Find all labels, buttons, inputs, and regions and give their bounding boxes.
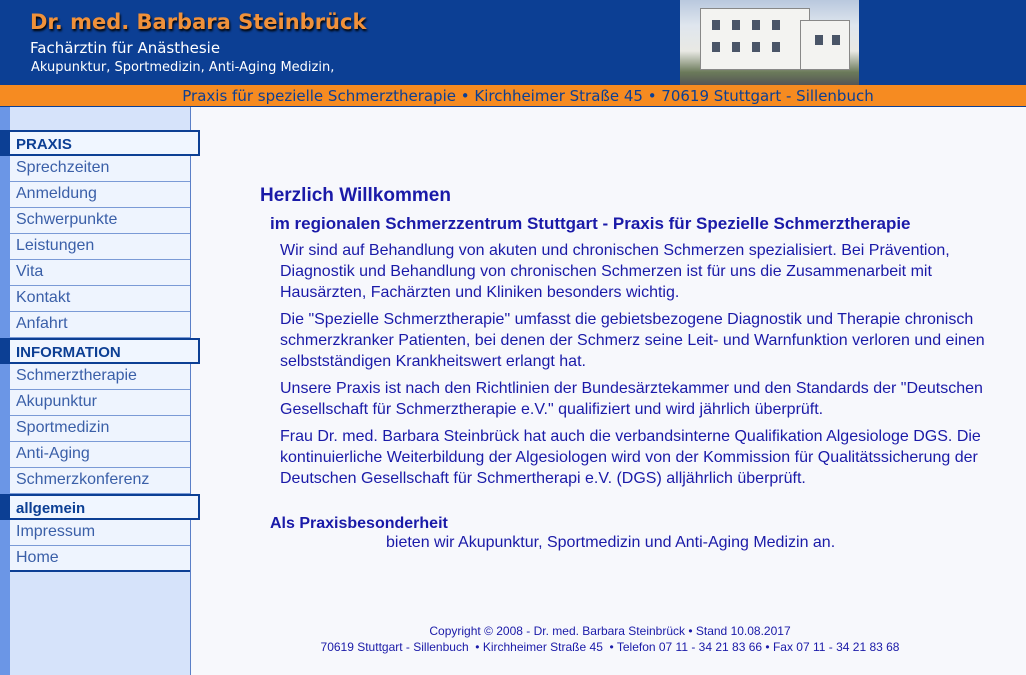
nav-item-leistungen[interactable]: Leistungen (10, 234, 190, 260)
nav-item-anmeldung[interactable]: Anmeldung (10, 182, 190, 208)
nav-item-impressum[interactable]: Impressum (10, 520, 190, 546)
address-bar: Praxis für spezielle Schmerztherapie • Kirchheimer Straße 45 • 70619 Stuttgart - Sillenbuch (0, 85, 1026, 107)
intro-paragraph: Frau Dr. med. Barbara Steinbrück hat auch die verbandsinterne Qualifikation Algesiologe DGS. Die kontinuierliche Weiterbildung der Algesiologen wird von der Kommission für Qualitätssicherung der Deutschen Gesellschaft für Schmertherapi e.V. (DGS) alljährlich überprüft. (280, 428, 981, 487)
footer-copyright: Copyright © 2008 - Dr. med. Barbara Steinbrück • Stand 10.08.2017 (429, 624, 791, 638)
nav-item-akupunktur[interactable]: Akupunktur (10, 390, 190, 416)
nav-item-sportmedizin[interactable]: Sportmedizin (10, 416, 190, 442)
main-content (260, 185, 1000, 552)
nav-item-kontakt[interactable]: Kontakt (10, 286, 190, 312)
intro-paragraph: Wir sind auf Behandlung von akuten und chronischen Schmerzen spezialisiert. Bei Prävention, Diagnostik und Behandlung von chronischen Schmerzen ist für uns die Zusammenarbeit mit Hausärzten, Fachärzten und Kliniken besonders wichtig. (280, 242, 950, 301)
sidebar-stripe (0, 107, 10, 675)
nav-item-home[interactable]: Home (10, 546, 190, 572)
special-text: bieten wir Akupunktur, Sportmedizin und Anti-Aging Medizin an. (386, 534, 836, 551)
nav-item-schwerpunkte[interactable]: Schwerpunkte (10, 208, 190, 234)
nav-item-anfahrt[interactable]: Anfahrt (10, 312, 190, 338)
nav-item-schmerzkonferenz[interactable]: Schmerzkonferenz (10, 468, 190, 494)
main-nav (10, 130, 200, 572)
page-subtitle: im regionalen Schmerzzentrum Stuttgart - Praxis für Spezielle Schmerztherapie (270, 214, 911, 233)
nav-heading-allgemein: allgemein (10, 494, 200, 520)
nav-item-anti-aging[interactable]: Anti-Aging (10, 442, 190, 468)
intro-paragraph: Die "Spezielle Schmerztherapie" umfasst die gebietsbezogene Diagnostik und Therapie chronisch schmerzkranker Patienten, bei denen der Schmerz seine Leit- und Warnfunktion verloren und einen selbstständigen Krankheitswert erlangt hat. (280, 311, 985, 370)
site-title: Dr. med. Barbara Steinbrück (30, 10, 367, 34)
intro-paragraph: Unsere Praxis ist nach den Richtlinien der Bundesärztekammer und den Standards der "Deutschen Gesellschaft für Schmerztherapie e.V." qualifiziert und wird jährlich überprüft. (280, 380, 983, 418)
footer-contact: 70619 Stuttgart - Sillenbuch • Kirchheimer Straße 45 • Telefon 07 11 - 34 21 83 66 • Fax 07 11 - 34 21 83 68 (320, 640, 900, 654)
nav-heading-information: INFORMATION (10, 338, 200, 364)
nav-item-sprechzeiten[interactable]: Sprechzeiten (10, 156, 190, 182)
footer (190, 623, 1026, 655)
site-specialties: Akupunktur, Sportmedizin, Anti-Aging Medizin, (31, 60, 335, 75)
nav-heading-praxis: PRAXIS (10, 130, 200, 156)
nav-item-vita[interactable]: Vita (10, 260, 190, 286)
header (0, 0, 1026, 85)
special-heading: Als Praxisbesonderheit (270, 515, 448, 532)
nav-item-schmerztherapie[interactable]: Schmerztherapie (10, 364, 190, 390)
site-subtitle: Fachärztin für Anästhesie (30, 39, 221, 57)
page-title: Herzlich Willkommen (260, 185, 451, 206)
building-photo (680, 0, 859, 85)
